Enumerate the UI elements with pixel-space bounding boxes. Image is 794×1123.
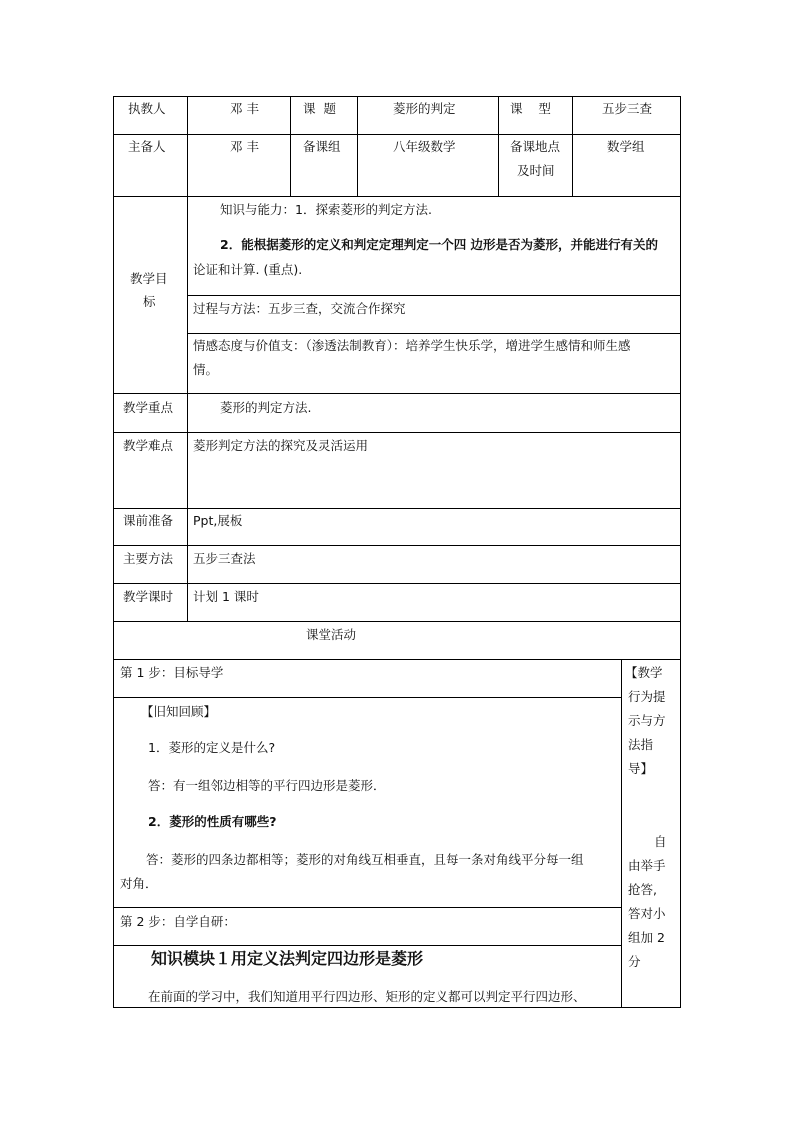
question-2: 2．菱形的性质有哪些? xyxy=(148,814,277,829)
side-line: 示与方 xyxy=(628,713,666,728)
teacher-name: 邓 丰 xyxy=(230,101,259,116)
knowledge-item-2-line2: 论证和计算. (重点). xyxy=(193,262,303,277)
side-line: 行为提 xyxy=(628,689,666,704)
side-line: 导】 xyxy=(628,761,654,776)
key-point-value: 菱形的判定方法. xyxy=(220,400,312,415)
difficulty-value: 菱形判定方法的探究及灵活运用 xyxy=(193,438,369,453)
method-value: 五步三查法 xyxy=(193,551,256,566)
place-value: 数学组 xyxy=(607,139,645,154)
module-1-title: 知识模块１用定义法判定四边形是菱形 xyxy=(151,949,424,968)
preparation-value: Ppt,展板 xyxy=(193,513,243,528)
type-label: 课 型 xyxy=(510,101,551,116)
activity-title: 课堂活动 xyxy=(306,627,357,642)
place-label-line2: 及时间 xyxy=(517,163,555,178)
tip-line: 自 xyxy=(654,834,667,849)
knowledge-prefix: 知识与能力： xyxy=(220,202,296,217)
module-1-text: 在前面的学习中，我们知道用平行四边形、矩形的定义都可以判定平行四边形、 xyxy=(148,989,586,1004)
method-label: 主要方法 xyxy=(123,551,174,566)
answer-2-line1: 答：菱形的四条边都相等；菱形的对角线互相垂直，且每一条对角线平分每一组 xyxy=(146,852,584,867)
knowledge-item-1: 1．探索菱形的判定方法. xyxy=(295,202,432,217)
topic-value: 菱形的判定 xyxy=(393,101,456,116)
preparer-name: 邓 丰 xyxy=(230,139,259,154)
emotion-objective-line2: 情。 xyxy=(193,362,219,377)
tip-line: 分 xyxy=(628,954,641,969)
answer-1: 答：有一组邻边相等的平行四边形是菱形． xyxy=(148,778,386,793)
tip-line: 由举手 xyxy=(628,858,666,873)
emotion-objective-line1: 情感态度与价值支：（渗透法制教育）：培养学生快乐学，增进学生感情和师生感 xyxy=(193,338,631,353)
step-2-heading: 第 2 步：自学自研： xyxy=(120,914,236,929)
objectives-label-line1: 教学目 xyxy=(130,271,168,286)
side-line: 【教学 xyxy=(625,665,663,680)
class-hours-label: 教学课时 xyxy=(123,589,174,604)
preparer-label: 主备人 xyxy=(128,139,166,154)
tip-line: 抢答, xyxy=(628,882,657,897)
process-objective: 过程与方法：五步三查，交流合作探究 xyxy=(193,301,406,316)
topic-label: 课 题 xyxy=(303,101,336,116)
preparation-label: 课前准备 xyxy=(123,513,174,528)
side-line: 法指 xyxy=(628,737,654,752)
step-1-heading: 第 1 步：目标导学 xyxy=(120,665,224,680)
tip-line: 答对小 xyxy=(628,906,666,921)
teacher-label: 执教人 xyxy=(128,101,166,116)
difficulty-label: 教学难点 xyxy=(123,438,174,453)
group-value: 八年级数学 xyxy=(393,139,456,154)
answer-2-line2: 对角． xyxy=(120,876,158,891)
question-1: 1．菱形的定义是什么? xyxy=(148,740,276,755)
group-label: 备课组 xyxy=(303,139,341,154)
review-heading: 【旧知回顾】 xyxy=(141,704,217,719)
type-value: 五步三查 xyxy=(602,101,653,116)
class-hours-value: 计划 1 课时 xyxy=(193,589,259,604)
tip-line: 组加 2 xyxy=(628,930,665,945)
place-label-line1: 备课地点 xyxy=(510,139,561,154)
key-point-label: 教学重点 xyxy=(123,400,174,415)
knowledge-objective xyxy=(220,201,432,219)
objectives-label-line2: 标 xyxy=(143,294,156,309)
knowledge-item-2-line1: 2．能根据菱形的定义和判定定理判定一个四 边形是否为菱形，并能进行有关的 xyxy=(220,237,659,252)
